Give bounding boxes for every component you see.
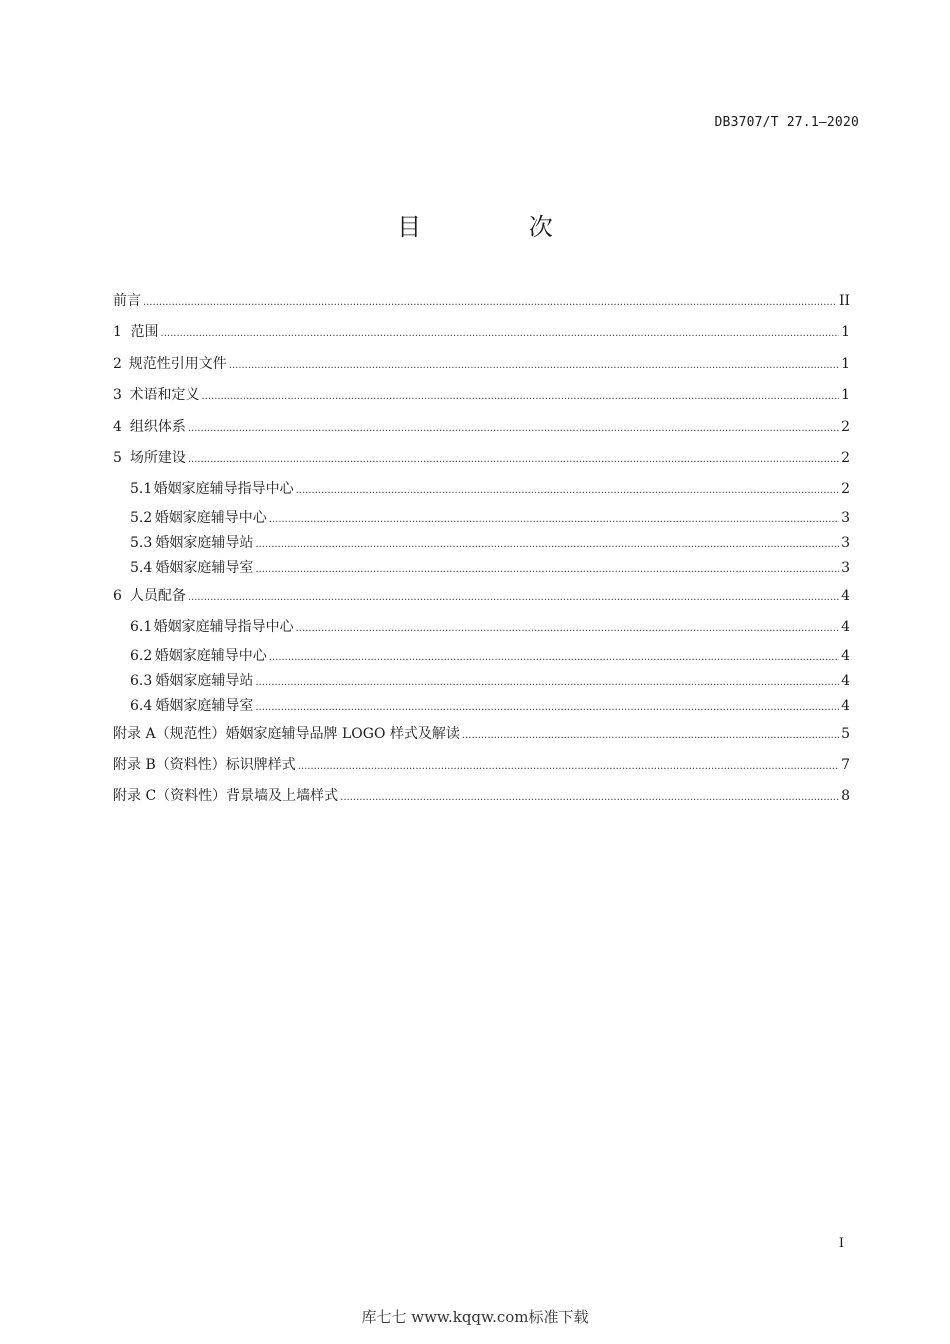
toc-label: 婚姻家庭辅导室 <box>155 697 254 714</box>
dot-leader <box>255 669 839 695</box>
toc-number: 4 <box>113 418 122 435</box>
toc-label: 范围 <box>130 324 159 341</box>
toc-entry-2[interactable] <box>113 349 850 380</box>
toc-number: 6 <box>113 587 122 604</box>
toc-number: 6.4 <box>130 697 153 714</box>
toc-label: 婚姻家庭辅导中心 <box>154 647 267 664</box>
toc-page: 1 <box>841 324 850 341</box>
dot-leader <box>202 380 840 412</box>
toc-number: 6.1 <box>130 619 153 636</box>
toc-annex-type: （规范性） <box>155 725 226 742</box>
toc-entry-annex-c[interactable] <box>113 781 850 812</box>
page-title: 目 次 <box>397 213 603 241</box>
toc-page: 2 <box>841 481 850 498</box>
toc-label: 人员配备 <box>129 587 186 604</box>
toc-number: 1 <box>113 324 122 341</box>
toc-page: 3 <box>841 534 850 551</box>
dot-leader <box>340 781 839 813</box>
toc-number: 2 <box>113 355 122 372</box>
toc-annex-number: 附录 B <box>113 756 156 773</box>
toc-page: 8 <box>841 788 850 805</box>
toc-label: 场所建设 <box>129 449 186 466</box>
toc-page: 2 <box>841 418 850 435</box>
toc-page: 2 <box>841 449 850 466</box>
toc-label: 婚姻家庭辅导指导中心 <box>153 481 294 498</box>
dot-leader <box>188 581 839 613</box>
toc-page: II <box>838 293 850 309</box>
toc-label: 术语和定义 <box>129 387 200 404</box>
dot-leader <box>143 286 837 318</box>
toc-entry-6[interactable] <box>113 581 850 612</box>
watermark-text: 库七七 www.kqqw.com标准下载 <box>361 1308 589 1326</box>
toc-entry-5-2[interactable] <box>113 506 850 531</box>
toc-page: 7 <box>841 756 850 773</box>
toc-entry-6-1[interactable] <box>113 612 850 643</box>
toc-entry-6-4[interactable] <box>113 694 850 719</box>
toc-number: 3 <box>113 387 122 404</box>
page-number: I <box>838 1236 844 1251</box>
dot-leader <box>255 694 839 720</box>
toc-entry-1[interactable] <box>113 317 850 348</box>
toc-entry-6-2[interactable] <box>113 644 850 669</box>
toc-number: 6.3 <box>130 672 153 689</box>
toc-label: 婚姻家庭辅导品牌 LOGO 样式及解读 <box>225 725 460 742</box>
dot-leader <box>229 349 839 381</box>
dot-leader <box>188 443 839 475</box>
toc-label: 婚姻家庭辅导室 <box>155 559 254 576</box>
toc-entry-4[interactable] <box>113 412 850 443</box>
document-code: DB3707/T 27.1—2020 <box>714 115 859 130</box>
toc-label: 婚姻家庭辅导站 <box>155 534 254 551</box>
toc-number: 5.4 <box>130 559 153 576</box>
dot-leader <box>462 719 839 751</box>
table-of-contents <box>113 286 850 813</box>
toc-entry-annex-a[interactable] <box>113 719 850 750</box>
toc-label: 组织体系 <box>129 418 186 435</box>
toc-entry-annex-b[interactable] <box>113 750 850 781</box>
toc-page: 3 <box>841 509 850 526</box>
toc-page: 3 <box>841 559 850 576</box>
dot-leader <box>269 644 839 670</box>
dot-leader <box>188 412 839 444</box>
toc-page: 4 <box>841 672 850 689</box>
dot-leader <box>255 556 839 582</box>
toc-page: 1 <box>841 355 850 372</box>
toc-number: 5 <box>113 449 122 466</box>
toc-annex-type: （资料性） <box>155 756 226 773</box>
toc-page: 4 <box>841 587 850 604</box>
toc-annex-number: 附录 A <box>113 725 156 742</box>
dot-leader <box>296 474 839 506</box>
toc-annex-number: 附录 C <box>113 788 157 805</box>
toc-label: 标识牌样式 <box>225 756 296 773</box>
toc-page: 1 <box>841 387 850 404</box>
toc-label: 背景墙及上墙样式 <box>226 788 339 805</box>
toc-page: 4 <box>841 697 850 714</box>
toc-entry-foreword[interactable] <box>113 286 850 317</box>
toc-label: 婚姻家庭辅导中心 <box>154 509 267 526</box>
toc-entry-5-1[interactable] <box>113 474 850 505</box>
toc-number: 5.2 <box>130 509 153 526</box>
toc-label: 婚姻家庭辅导指导中心 <box>153 619 294 636</box>
toc-entry-5-4[interactable] <box>113 556 850 581</box>
toc-label: 前言 <box>113 293 141 309</box>
toc-entry-5[interactable] <box>113 443 850 474</box>
toc-number: 6.2 <box>130 647 153 664</box>
dot-leader <box>296 612 839 644</box>
dot-leader <box>269 506 839 532</box>
toc-annex-type: （资料性） <box>156 788 227 805</box>
dot-leader <box>255 531 839 557</box>
dot-leader <box>298 750 839 782</box>
toc-page: 4 <box>841 647 850 664</box>
toc-label: 婚姻家庭辅导站 <box>155 672 254 689</box>
toc-number: 5.1 <box>130 481 153 498</box>
toc-page: 4 <box>841 619 850 636</box>
toc-entry-3[interactable] <box>113 380 850 411</box>
toc-label: 规范性引用文件 <box>128 355 227 372</box>
toc-page: 5 <box>841 725 850 742</box>
toc-entry-6-3[interactable] <box>113 669 850 694</box>
toc-number: 5.3 <box>130 534 153 551</box>
dot-leader <box>161 317 840 349</box>
toc-entry-5-3[interactable] <box>113 531 850 556</box>
